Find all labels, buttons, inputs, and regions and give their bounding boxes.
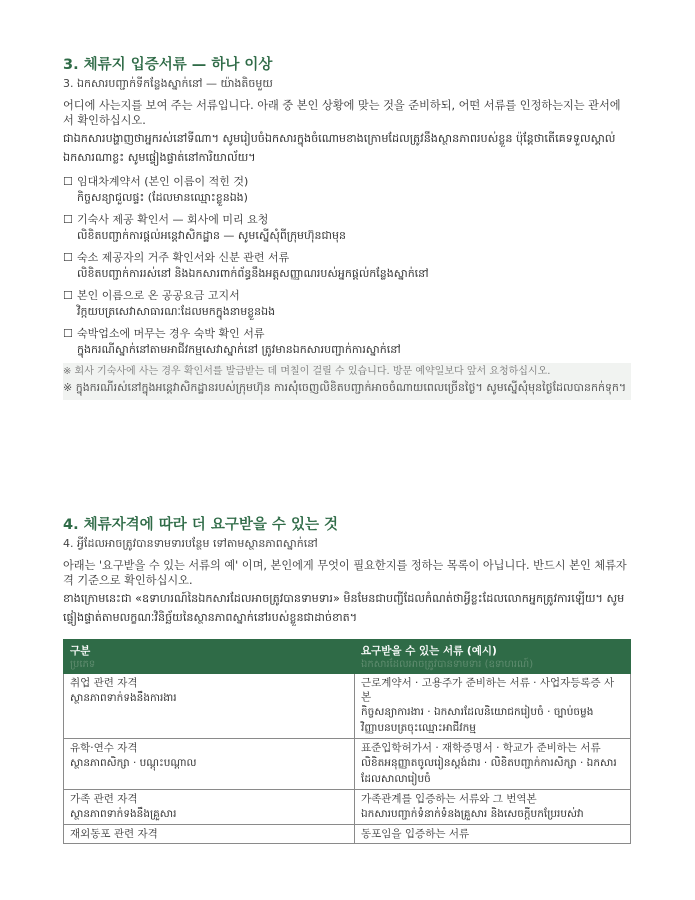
table-cell-category [64,739,355,790]
header-km: ប្រភេទ [70,659,96,670]
cell-km: កិច្ចសន្យាការងារ · ឯកសារដែលនិយោជករៀបចំ · ច្បាប់ចម្លងវិញ្ញាបនបត្រចុះឈ្មោះអាជីវកម្ម [361,706,594,734]
cell-km: ស្ថានភាពទាក់ទងនឹងគ្រួសារ [70,808,177,820]
document-checklist [63,175,631,358]
note-km: ※ ក្នុងករណីរស់នៅក្នុងអន្តេវាសិកដ្ឋានរបស់ក្រុមហ៊ុន ការសុំចេញលិខិតបញ្ជាក់អាចចំណាយពេលច្រើនថ្ងៃ។ សូមស្នើសុំមុនថ្ងៃដែលបានកក់ទុក។ [63,381,627,394]
table-cell-category [64,790,355,825]
checklist-item-ko: 기숙사 제공 확인서 — 회사에 미리 요청 [77,213,269,226]
cell-km: ស្ថានភាពសិក្សា · បណ្តុះបណ្តាល [70,757,197,769]
cell-ko: 취업 관련 자격 [70,677,138,689]
cell-km: ឯកសារបញ្ជាក់ទំនាក់ទំនងគ្រួសារ និងសេចក្តីបកប្រែរបស់វា [361,808,584,820]
checklist-item-km: លិខិតបញ្ជាក់ការផ្តល់អន្តេវាសិកដ្ឋាន — សូមស្នើសុំពីក្រុមហ៊ុនជាមុន [77,229,346,242]
checklist-item [63,327,631,358]
checkbox-icon: ☐ [63,327,73,340]
checklist-item [63,175,631,206]
table-row [64,739,631,790]
table-header-row [64,640,631,674]
section-4-subheading: 4. អ្វីដែលអាចត្រូវបានទាមទារបន្ថែម ទៅតាមស្ថានភាពស្នាក់នៅ [63,537,318,550]
cell-km: លិខិតអនុញ្ញាតចូលរៀនស្តង់ដារ · លិខិតបញ្ជាក់ការសិក្សា · ឯកសារដែលសាលារៀបចំ [361,757,617,785]
checklist-item-ko: 본인 이름으로 온 공공요금 고지서 [77,289,240,302]
checklist-item [63,289,631,320]
checklist-item-km: លិខិតបញ្ជាក់ការរស់នៅ និងឯកសារពាក់ព័ន្ធនឹងអត្តសញ្ញាណរបស់អ្នកផ្តល់កន្លែងស្នាក់នៅ [77,267,429,280]
table-cell-category [64,674,355,739]
checklist-item-ko: 숙박업소에 머무는 경우 숙박 확인 서류 [77,327,265,340]
cell-ko: 가족관계를 입증하는 서류와 그 번역본 [361,793,537,805]
section-4-heading: 4. 체류자격에 따라 더 요구받을 수 있는 것 [63,517,339,533]
table-row [64,674,631,739]
table-header-documents [355,640,631,674]
header-ko: 구분 [70,645,91,657]
table-cell-documents [355,674,631,739]
section-3-subheading: 3. ឯកសារបញ្ជាក់ទីកន្លែងស្នាក់នៅ — យ៉ាងតិចមួយ [63,77,273,90]
cell-ko: 가족 관련 자격 [70,793,138,805]
table-header-category [64,640,355,674]
table-cell-documents [355,739,631,790]
checklist-item-km: ក្នុងករណីស្នាក់នៅតាមអាជីវកម្មសេវាស្នាក់នៅ ត្រូវមានឯកសារបញ្ជាក់ការស្នាក់នៅ [77,343,401,356]
section-4-intro-ko: 아래는 '요구받을 수 있는 서류의 예' 이며, 본인에게 무엇이 필요한지를 정하는 목록이 아닙니다. 반드시 본인 체류자격 기준으로 확인하십시오. [63,559,627,587]
header-ko: 요구받을 수 있는 서류 (예시) [361,645,497,657]
section-3-intro-km: ជាឯកសារបង្ហាញថាអ្នករស់នៅទីណា។ សូមរៀបចំឯកសារក្នុងចំណោមខាងក្រោមដែលត្រូវនឹងស្ថានភាពរបស់ខ្លួន ប៉ុន្តែថាតើគេទទួលស្គាល់ឯកសារណាខ្លះ សូមផ្ទៀងផ្ទាត់នៅការិយាល័យ។ [63,132,616,164]
section-3-heading: 3. 체류지 입증서류 — 하나 이상 [63,57,273,73]
checkbox-icon: ☐ [63,213,73,226]
table-cell-documents [355,790,631,825]
table-row [64,825,631,844]
table-row [64,790,631,825]
checklist-item [63,251,631,282]
checkbox-icon: ☐ [63,251,73,264]
checklist-item-km: កិច្ចសន្យាជួលផ្ទះ (ដែលមានឈ្មោះខ្លួនឯង) [77,191,248,204]
cell-ko: 재외동포 관련 자격 [70,828,158,840]
cell-km: ស្ថានភាពទាក់ទងនឹងការងារ [70,692,177,704]
cell-ko: 동포임을 입증하는 서류 [361,828,470,840]
checklist-item-ko: 숙소 제공자의 거주 확인서와 신분 관련 서류 [77,251,290,264]
section-3-intro-ko: 어디에 사는지를 보여 주는 서류입니다. 아래 중 본인 상황에 맞는 것을 준비하되, 어떤 서류를 인정하는지는 관서에서 확인하십시오. [63,99,621,127]
note-ko: ※ 회사 기숙사에 사는 경우 확인서를 발급받는 데 며칠이 걸릴 수 있습니다. 방문 예약일보다 앞서 요청하십시오. [63,366,551,377]
checkbox-icon: ☐ [63,175,73,188]
checkbox-icon: ☐ [63,289,73,302]
section-3 [63,56,631,400]
cell-ko: 근로계약서 · 고용주가 준비하는 서류 · 사업자등록증 사본 [361,677,615,703]
checklist-item [63,213,631,244]
table-cell-category [64,825,355,844]
requirements-table [63,639,631,844]
header-km: ឯកសារដែលអាចត្រូវបានទាមទារ (ឧទាហរណ៍) [361,659,534,670]
section-4 [63,516,631,844]
checklist-item-ko: 임대차계약서 (본인 이름이 적힌 것) [77,175,249,188]
section-4-intro-km: ខាងក្រោមនេះជា «ឧទាហរណ៍នៃឯកសារដែលអាចត្រូវបានទាមទារ» មិនមែនជាបញ្ជីដែលកំណត់ថាអ្វីខ្លះដែលលោកអ្នកត្រូវការឡើយ។ សូមផ្ទៀងផ្ទាត់តាមលក្ខណៈវិនិច្ឆ័យនៃស្ថានភាពស្នាក់នៅរបស់ខ្លួនជាដាច់ខាត។ [63,592,625,624]
table-cell-documents [355,825,631,844]
note-box [63,363,631,400]
cell-ko: 유학·연수 자격 [70,742,138,754]
checklist-item-km: វិក្កយបត្រសេវាសាធារណៈដែលមកក្នុងនាមខ្លួនឯង [77,305,276,318]
cell-ko: 표준입학허가서 · 재학증명서 · 학교가 준비하는 서류 [361,742,601,754]
